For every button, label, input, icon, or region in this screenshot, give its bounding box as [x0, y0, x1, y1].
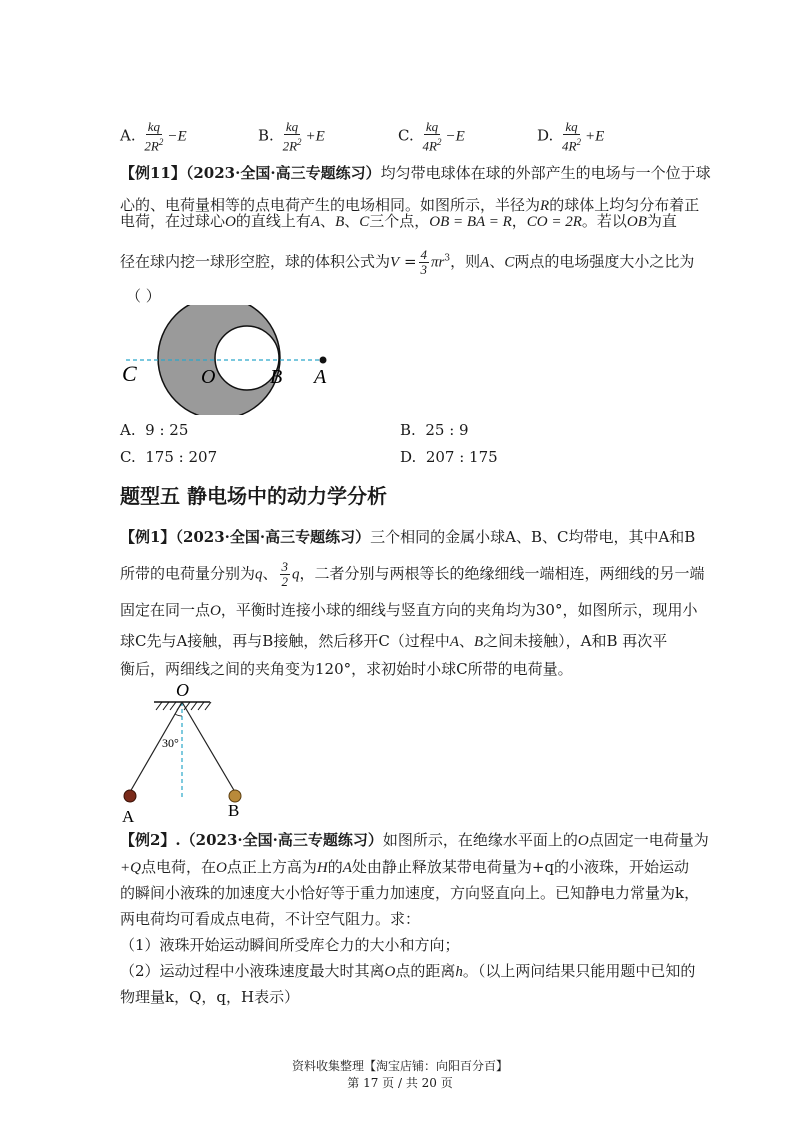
pendulum-figure: [110, 680, 260, 826]
ex1-line2: 所带的电荷量分别为q、 $\frac{3}{2}$ q，二者分别与两根等长的绝缘细线一端相连，两细线的另一端: [120, 559, 705, 589]
ex11-option-b: B. 25 : 9: [400, 421, 469, 439]
string-b: [182, 702, 235, 792]
ex2-question2-cont: 物理量k，Q，q，H表示）: [120, 988, 300, 1006]
label-ball-a: A: [122, 807, 135, 826]
option-d-prev: D. $\frac{kq}{4R^2}$ +E: [537, 119, 605, 154]
ex2-line2: +Q点电荷，在O点正上方高为H的A处由静止释放某带电荷量为+q的小液珠，开始运动: [120, 858, 690, 876]
label-ball-b: B: [228, 801, 240, 820]
ex2-question2: （2）运动过程中小液珠速度最大时其离O点的距离h。（以上两问结果只能用题中已知的: [120, 962, 696, 980]
label-b: B: [270, 366, 283, 388]
ex11-blank: （ ）: [126, 287, 161, 305]
ex1-line1: 【例1】（2023·全国·高三专题练习）三个相同的金属小球A、B、C均带电，其中A和B: [120, 528, 696, 546]
ball-a: [124, 790, 136, 802]
ex11-option-a: A. 9 : 25: [120, 421, 189, 439]
ex2-line4: 两电荷均可看成点电荷，不计空气阻力。求：: [120, 910, 421, 928]
ex1-line3: 固定在同一点O，平衡时连接小球的细线与竖直方向的夹角均为30°，如图所示，现用小: [120, 601, 698, 619]
ex1-line4: 球C先与A接触，再与B接触，然后移开C（过程中A、B之间未接触），A和B 再次平: [120, 632, 668, 650]
ex11-line1: 【例11】（2023·全国·高三专题练习）均匀带电球体在球的外部产生的电场与一个位于球: [120, 164, 711, 182]
ex2-line3: 的瞬间小液珠的加速度大小恰好等于重力加速度，方向竖直向上。已知静电力常量为k，: [120, 884, 700, 902]
ex11-line3: 电荷，在过球心O的直线上有A、B、C三个点，OB = BA = R，CO = 2R。若以OB为直: [120, 212, 677, 230]
ex11-option-c: C. 175 : 207: [120, 448, 218, 466]
ex11-option-d: D. 207 : 175: [400, 448, 498, 466]
label-o-pivot: O: [176, 680, 189, 700]
label-o: O: [201, 366, 216, 388]
sphere-cavity-figure: [110, 305, 350, 415]
option-a-prev: A. $\frac{kq}{2R^2}$ −E: [120, 119, 187, 154]
label-a: A: [314, 366, 327, 388]
footer-page-number: 第 17 页 / 共 20 页: [347, 1076, 453, 1090]
ex1-line5: 衡后，两细线之间的夹角变为120°，求初始时小球C所带的电荷量。: [120, 660, 573, 678]
section-title: 题型五 静电场中的动力学分析: [120, 484, 387, 508]
footer-source: 资料收集整理【淘宝店铺：向阳百分百】: [291, 1059, 508, 1073]
option-c-prev: C. $\frac{kq}{4R^2}$ −E: [398, 119, 465, 154]
point-a-dot: [320, 357, 327, 364]
angle-label: 30°: [162, 736, 179, 750]
option-b-prev: B. $\frac{kq}{2R^2}$ +E: [258, 119, 325, 154]
ex11-line4: 径在球内挖一球形空腔，球的体积公式为V = $\frac{4}{3}$ $\pi r^3$，则A、C两点的电场强度大小之比为: [120, 247, 695, 277]
label-c: C: [122, 361, 137, 386]
ceiling-hatch: [156, 702, 211, 710]
ex2-line1: 【例2】.（2023·全国·高三专题练习）如图所示，在绝缘水平面上的O点固定一电荷量为: [120, 831, 709, 849]
ex11-line2: 心的、电荷量相等的点电荷产生的电场相同。如图所示，半径为R的球体上均匀分布着正: [120, 196, 700, 214]
ex2-question1: （1）液珠开始运动瞬间所受库仑力的大小和方向；: [120, 936, 460, 954]
angle-arc: [175, 714, 182, 716]
